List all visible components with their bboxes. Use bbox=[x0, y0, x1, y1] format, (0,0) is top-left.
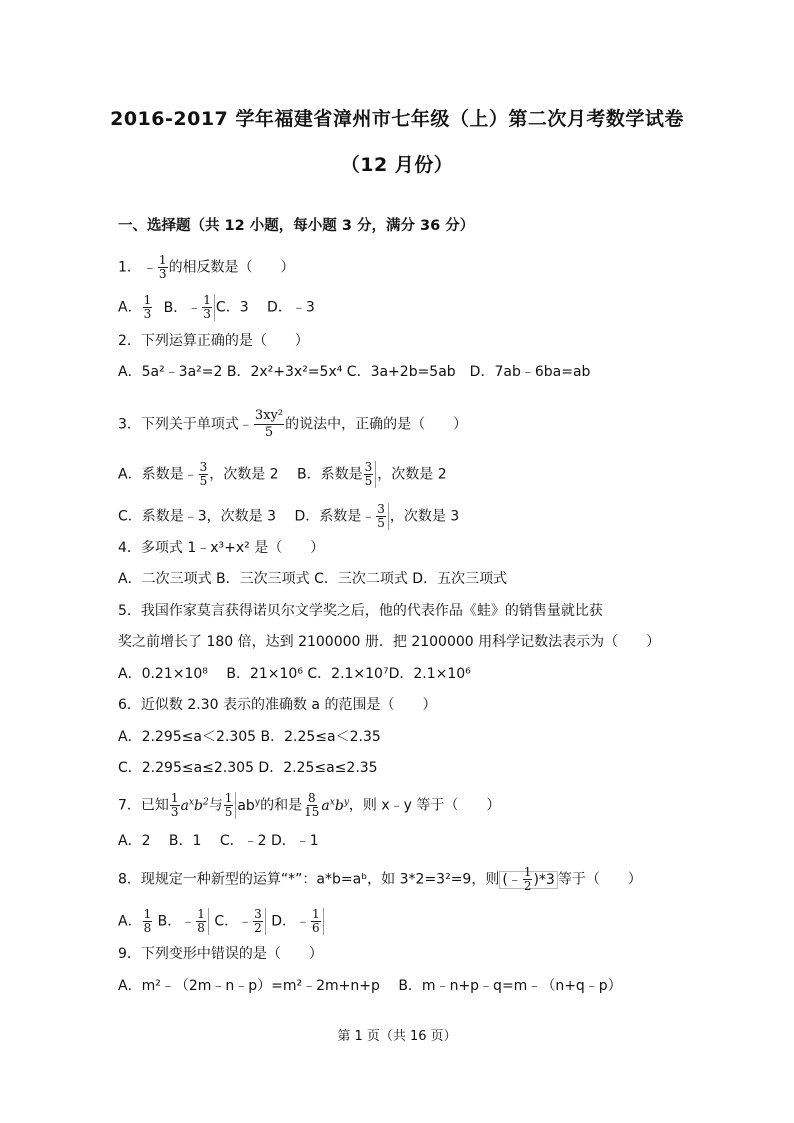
question-7-stem: 7．已知 $\frac{1}{3}$ $a^xb^2$与 $\frac{1}{5}$ $ab^y$的和是 $\frac{8}{15}$ $a^xb^y$，则 x﹣y 等于（ ） bbox=[118, 791, 501, 820]
question-6-stem: 6．近似数 2.30 表示的准确数 a 的范围是（ ） bbox=[118, 697, 437, 713]
question-6-options-cd: C．2.295≤a≤2.305 D．2.25≤a≤2.35 bbox=[118, 760, 378, 776]
question-9-options: A．m²﹣（2m﹣n﹣p）=m²﹣2m+n+p B．m﹣n+p﹣q=m﹣（n+q﹣p） bbox=[118, 978, 622, 994]
question-5-stem-line2: 奖之前增长了 180 倍，达到 2100000 册．把 2100000 用科学记数法表示为（ ） bbox=[118, 634, 661, 650]
page-footer: 第 1 页（共 16 页） bbox=[337, 1029, 457, 1044]
question-5-stem-line1: 5．我国作家莫言获得诺贝尔文学奖之后，他的代表作品《蛙》的销售量就比获 bbox=[118, 603, 603, 619]
section-heading: 一、选择题（共 12 小题，每小题 3 分，满分 36 分） bbox=[118, 218, 475, 234]
question-4-stem: 4．多项式 1﹣x³+x² 是（ ） bbox=[118, 540, 325, 556]
question-8-stem: 8．现规定一种新型的运算“*”：a*b=aᵇ，如 3*2=3²=9，则 (﹣ $\frac{1}{2}$ )*3 等于（ ） bbox=[118, 865, 642, 893]
expression-box: (﹣ $\frac{1}{2}$ )*3 bbox=[499, 871, 557, 889]
question-3-stem: 3．下列关于单项式﹣ $\frac{\text{3xy²}}{5}$ 的说法中，正确的是（ ） bbox=[118, 408, 468, 440]
term-ab-y: $ab^y$ bbox=[237, 797, 261, 814]
question-6-options-ab: A．2.295≤a＜2.305 B．2.25≤a＜2.35 bbox=[118, 729, 381, 745]
question-4-options: A．二次三项式 B．三次三项式 C．三次二项式 D．五次三项式 bbox=[118, 571, 508, 587]
question-7-options: A．2 B．1 C．﹣2 D．﹣1 bbox=[118, 833, 319, 849]
question-5-options: A．0.21×10⁸ B．21×10⁶ C．2.1×10⁷D．2.1×10⁶ bbox=[118, 666, 471, 682]
question-1-stem: 1． ﹣ $\frac{1}{3}$ 的相反数是（ ） bbox=[118, 253, 295, 281]
question-3-options-ab: A．系数是﹣ $\frac{3}{5}$ ，次数是 2 B．系数是 $\frac{3}{5}$ ，次数是 2 bbox=[118, 460, 447, 488]
document-subtitle: （12 月份） bbox=[340, 154, 454, 176]
question-9-stem: 9．下列变形中错误的是（ ） bbox=[118, 946, 323, 962]
question-8-options: A． $\frac{1}{8}$ B．﹣ $\frac{1}{8}$ C．﹣ $\frac{3}{2}$ D．﹣ $\frac{1}{6}$ bbox=[118, 908, 325, 935]
term-a-x-b-2: $a^xb^2$ bbox=[180, 797, 209, 814]
term-a-x-b-y: $a^xb^y$ bbox=[321, 797, 349, 814]
document-title: 2016-2017 学年福建省漳州市七年级（上）第二次月考数学试卷 bbox=[110, 108, 684, 130]
question-2-options: A．5a²﹣3a²=2 B．2x²+3x²=5x⁴ C．3a+2b=5ab D．7ab﹣6ba=ab bbox=[118, 364, 591, 380]
question-3-options-cd: C．系数是﹣3，次数是 3 D．系数是﹣ $\frac{3}{5}$ ，次数是 3 bbox=[118, 502, 460, 530]
question-2-stem: 2．下列运算正确的是（ ） bbox=[118, 333, 309, 349]
question-1-options: A． $\frac{1}{3}$ B．﹣ $\frac{1}{3}$ C．3 D．﹣3 bbox=[118, 293, 315, 321]
